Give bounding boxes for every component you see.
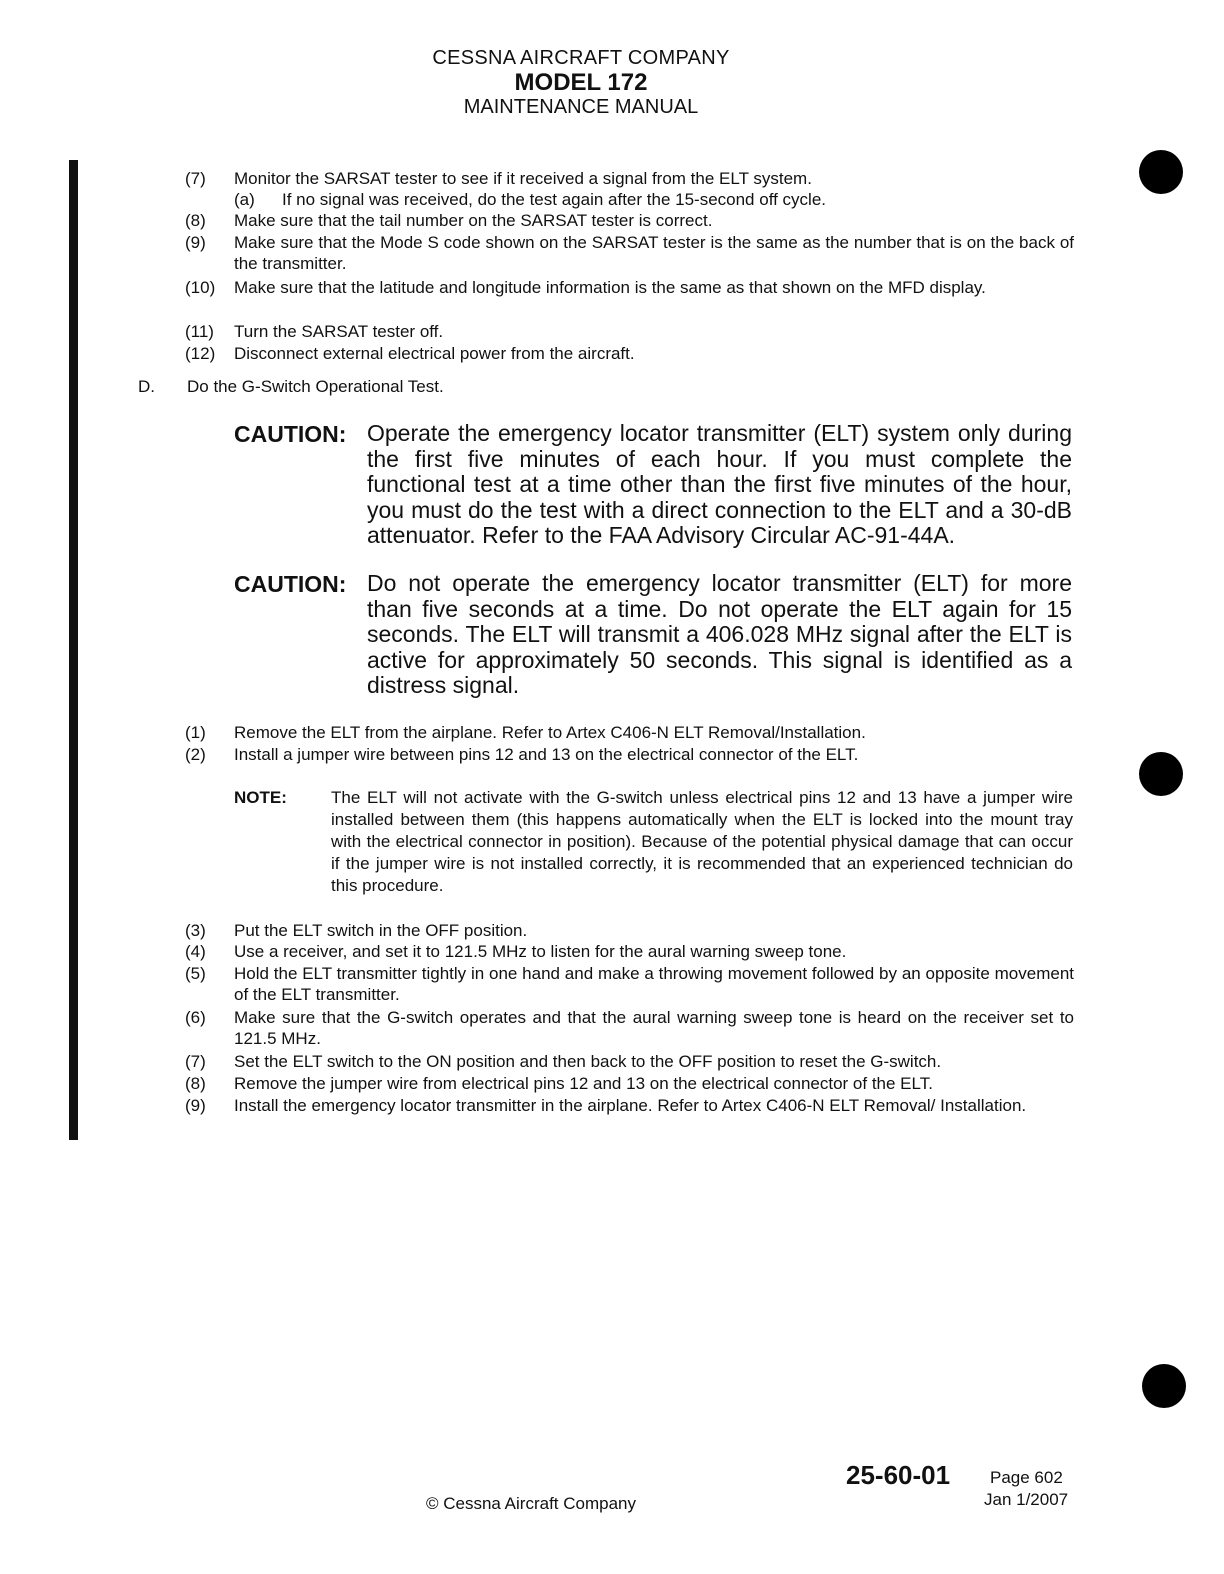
caution-label: CAUTION: [234, 421, 347, 447]
copyright-text: © Cessna Aircraft Company [426, 1494, 636, 1513]
step-text: Disconnect external electrical power from the aircraft. [234, 344, 635, 363]
step-number: (7) [185, 169, 206, 188]
step-number: (11) [185, 322, 214, 341]
binder-hole-icon [1139, 752, 1183, 796]
step-text: Make sure that the G-switch operates and that the aural warning sweep tone is heard on the receiver set to 121.5 MHz. [234, 1008, 1074, 1048]
model-title: MODEL 172 [514, 69, 648, 96]
step-text: Remove the ELT from the airplane. Refer to Artex C406-N ELT Removal/Installation. [234, 723, 866, 742]
binder-hole-icon [1142, 1364, 1186, 1408]
step-text: Put the ELT switch in the OFF position. [234, 921, 528, 940]
step-number: (2) [185, 745, 206, 764]
step-number: (8) [185, 1074, 206, 1093]
chapter-code: 25-60-01 [846, 1460, 951, 1490]
revision-date: Jan 1/2007 [984, 1490, 1069, 1509]
section-letter: D. [138, 377, 155, 396]
step-number: (5) [185, 964, 206, 983]
step-number: (7) [185, 1052, 206, 1071]
page-number: Page 602 [990, 1468, 1063, 1487]
step-number: (12) [185, 344, 216, 363]
step-number: (4) [185, 942, 206, 961]
substep-text: If no signal was received, do the test again after the 15-second off cycle. [282, 190, 827, 209]
step-number: (9) [185, 233, 206, 252]
binder-hole-icon [1139, 150, 1183, 194]
step-number: (8) [185, 211, 206, 230]
step-text: Hold the ELT transmitter tightly in one hand and make a throwing movement followed by an opposite movement of the ELT transmitter. [234, 964, 1074, 1004]
note-text: The ELT will not activate with the G-switch unless electrical pins 12 and 13 have a jumper wire installed between them (this happens automatically when the ELT is locked into the mount tray with the electrical connector in position). Because of the potential physical damage that can occur if the jumper wire is not installed correctly, it is recommended that an experienced technician do this procedure. [331, 788, 1073, 895]
step-text: Make sure that the latitude and longitude information is the same as that shown on the MFD display. [234, 278, 986, 297]
section-title: Do the G-Switch Operational Test. [187, 377, 444, 396]
step-text: Monitor the SARSAT tester to see if it received a signal from the ELT system. [234, 169, 812, 188]
step-text: Make sure that the Mode S code shown on the SARSAT tester is the same as the number that is on the back of the transmitter. [234, 233, 1074, 273]
step-number: (1) [185, 723, 206, 742]
step-text: Remove the jumper wire from electrical pins 12 and 13 on the electrical connector of the ELT. [234, 1074, 933, 1093]
caution-text: Operate the emergency locator transmitter (ELT) system only during the first five minutes of each hour. If you must complete the functional test at a time other than the first five minutes of the hour, you must do the test with a direct connection to the ELT and a 30-dB attenuator. Refer to the FAA Advisory Circular AC-91-44A. [367, 420, 1072, 548]
substep-letter: (a) [234, 190, 255, 209]
step-text: Make sure that the tail number on the SARSAT tester is correct. [234, 211, 713, 230]
step-number: (10) [185, 278, 216, 297]
step-text: Install a jumper wire between pins 12 and 13 on the electrical connector of the ELT. [234, 745, 859, 764]
step-text: Turn the SARSAT tester off. [234, 322, 444, 341]
company-name: CESSNA AIRCRAFT COMPANY [432, 47, 730, 69]
step-text: Install the emergency locator transmitter in the airplane. Refer to Artex C406-N ELT Removal/ Installation. [234, 1096, 1027, 1115]
manual-title: MAINTENANCE MANUAL [463, 96, 699, 118]
caution-text: Do not operate the emergency locator transmitter (ELT) for more than five seconds at a time. Do not operate the ELT again for 15 seconds. The ELT will transmit a 406.028 MHz signal after the ELT is active for approximately 50 seconds. This signal is identified as a distress signal. [367, 570, 1072, 698]
step-number: (6) [185, 1008, 206, 1027]
step-text: Set the ELT switch to the ON position and then back to the OFF position to reset the G-switch. [234, 1052, 942, 1071]
step-number: (3) [185, 921, 206, 940]
caution-label: CAUTION: [234, 571, 347, 597]
note-label: NOTE: [234, 788, 287, 807]
revision-change-bar [69, 160, 78, 1140]
step-number: (9) [185, 1096, 206, 1115]
step-text: Use a receiver, and set it to 121.5 MHz to listen for the aural warning sweep tone. [234, 942, 847, 961]
